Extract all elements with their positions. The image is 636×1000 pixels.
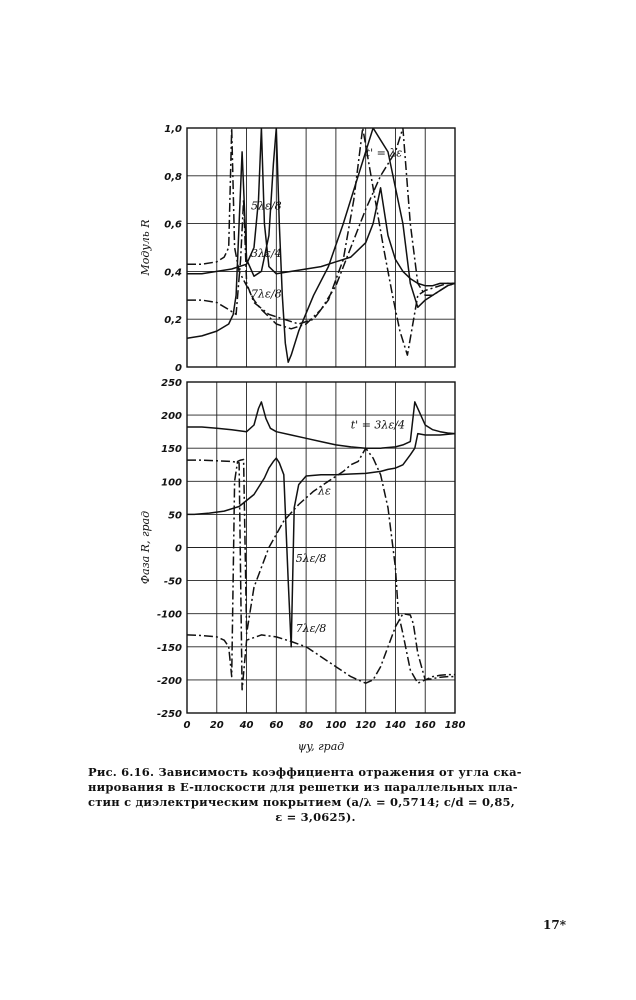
modulus-y-axis-label: Модуль R [139,219,152,276]
phase-xtick-label: 20 [209,720,224,731]
modulus-curve-label-2: 3λε/4 [251,247,282,261]
phase-ytick-label: 250 [161,378,182,389]
phase-curve-label-0: t' = 3λε/4 [350,418,406,432]
phase-xtick-label: 80 [299,720,314,731]
modulus-curve-label-3: 7λε/8 [251,287,282,301]
phase-xtick-label: 100 [325,720,347,731]
modulus-ytick-label: 0 [175,363,182,374]
modulus-curve-label-0: t' = λε [365,146,403,160]
modulus-ytick-label: 0,6 [164,219,182,231]
phase-series-1 [187,434,455,647]
page-number: 17* [543,918,566,932]
modulus-curve-label-1: 5λε/8 [251,199,282,213]
modulus-series-2 [187,128,455,286]
modulus-series-1 [187,128,455,362]
phase-ytick-label: -250 [156,709,182,720]
modulus-ytick-label: 0,8 [164,171,182,183]
phase-ytick-label: 50 [168,510,182,522]
phase-xtick-label: 60 [269,720,284,731]
figure-caption [88,765,543,825]
phase-curve-label-1: λε [318,484,331,498]
phase-xtick-label: 120 [355,720,377,731]
phase-xtick-label: 40 [239,720,254,731]
phase-y-axis-label: Фаза R, град [139,510,152,585]
phase-curve-label-2: 5λε/8 [295,552,327,566]
modulus-ytick-label: 0,2 [164,315,182,327]
phase-x-axis-label: ψy, град [297,740,345,753]
caption-line-1: Рис. 6.16. Зависимость коэффициента отражения от угла ска- [88,765,522,779]
phase-xtick-label: 180 [444,720,466,731]
phase-series-2 [187,448,455,683]
modulus-ytick-label: 0,4 [164,267,182,279]
modulus-ytick-label: 1,0 [164,124,182,135]
phase-ytick-label: -200 [156,675,182,687]
phase-ytick-label: 150 [161,444,182,456]
phase-curve-label-3: 7λε/8 [295,622,327,636]
phase-ytick-label: -100 [156,609,182,621]
phase-xtick-label: 140 [385,720,406,731]
phase-series-0 [187,402,455,448]
phase-ytick-label: -150 [156,642,182,654]
caption-line-4: ε = 3,0625). [275,810,356,824]
phase-ytick-label: 200 [161,411,182,423]
phase-xtick-label: 0 [183,720,191,731]
phase-ytick-label: 0 [175,543,182,555]
modulus-plot-frame [187,128,455,367]
modulus-series-0 [187,128,455,355]
phase-ytick-label: 100 [161,477,182,489]
caption-line-2: нирования в E-плоскости для решетки из параллельных пла- [88,780,518,794]
phase-xtick-label: 160 [414,720,436,731]
caption-line-3: стин с диэлектрическим покрытием (a/λ = 0,5714; c/d = 0,85, [88,795,515,809]
phase-ytick-label: -50 [163,576,182,588]
